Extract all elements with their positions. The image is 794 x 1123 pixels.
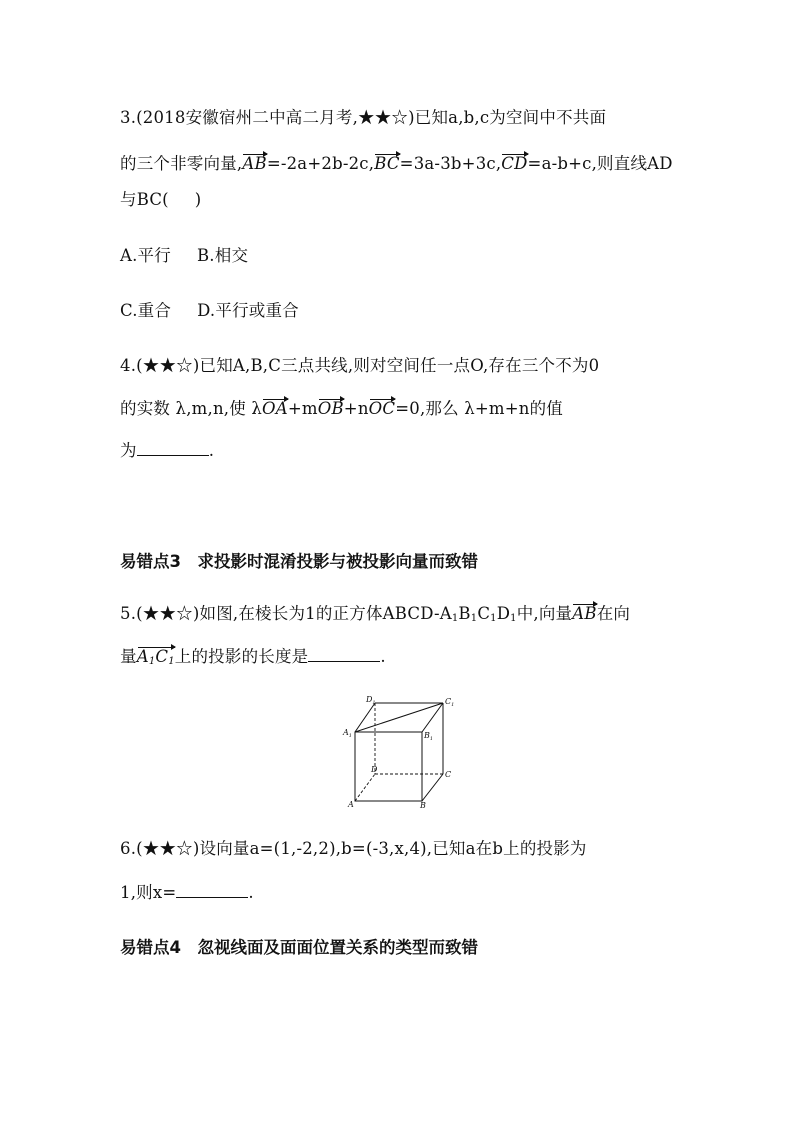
label-d: D: [371, 765, 378, 774]
diagonal-a1c1: [355, 703, 443, 732]
q3-line-1: [120, 107, 606, 129]
q3-text: =3a-3b+3c,: [399, 154, 502, 173]
q5-text: 量: [120, 647, 137, 666]
q5-text: C: [477, 604, 491, 623]
q3-text: 与BC(: [120, 190, 169, 209]
vector-bc: BC: [374, 154, 400, 173]
front-face: [355, 732, 422, 801]
q5-text: 上的投影的长度是: [174, 647, 309, 666]
answer-blank: [308, 645, 380, 662]
q6-line-2: [120, 881, 254, 904]
q5-line-1: [120, 603, 630, 630]
q4-text: =0,那么 λ+m+n的值: [395, 399, 564, 418]
q4-line-1: [120, 355, 599, 377]
vector-oc: OC: [368, 399, 396, 418]
option-c: C.重合: [120, 301, 172, 320]
option-b: B.相交: [196, 246, 249, 265]
option-a: A.平行: [120, 246, 171, 265]
q6-line-1: [120, 838, 587, 860]
q5-text: 中,向量: [516, 604, 573, 623]
q4-text: 的实数 λ,m,n,使 λ: [120, 399, 263, 418]
q6-text: 6.(★★☆)设向量a=(1,-2,2),b=(-3,x,4),已知a在b上的投影为: [120, 839, 587, 858]
vector-ob: OB: [317, 399, 344, 418]
label-c1: $C_1$: [445, 697, 455, 708]
answer-blank: [176, 881, 248, 898]
q4-text: .: [208, 441, 215, 460]
vector-cd: CD: [501, 154, 528, 173]
q4-line-2: [120, 398, 563, 420]
section-heading-4: 易错点4 忽视线面及面面位置关系的类型而致错: [120, 938, 478, 957]
subscript: 1: [168, 656, 175, 667]
subscript: 1: [490, 613, 497, 624]
edge-bc: [422, 774, 443, 801]
q3-text: =-2a+2b-2c,: [266, 154, 375, 173]
q3-line-3: [120, 189, 201, 211]
vector-ab: AB: [572, 604, 597, 623]
q4-line-3: [120, 439, 214, 462]
q4-text: 4.(★★☆)已知A,B,C三点共线,则对空间任一点O,存在三个不为0: [120, 356, 600, 375]
label-b1: $B_1$: [424, 731, 434, 742]
label-c: C: [445, 770, 452, 779]
vector-oa: OA: [262, 399, 288, 418]
q3-options-row-2: [120, 300, 299, 322]
q5-line-2: [120, 645, 386, 673]
section-heading-3: 易错点3 求投影时混淆投影与被投影向量而致错: [120, 552, 478, 571]
option-d: D.平行或重合: [197, 301, 299, 320]
q4-text: 为: [120, 441, 137, 460]
q5-text: 在向: [596, 604, 631, 623]
label-d1: $D_1$: [366, 695, 376, 706]
vec-letter: A: [136, 647, 149, 666]
q5-text: .: [380, 647, 386, 666]
label-a1: $A_1$: [343, 728, 352, 739]
q6-text: .: [248, 883, 254, 902]
q6-text: 1,则x=: [120, 883, 177, 902]
subscript: 1: [470, 613, 478, 624]
q5-text: 5.(★★☆)如图,在棱长为1的正方体ABCD-A: [120, 604, 452, 623]
vector-ab: AB: [242, 154, 267, 173]
q3-text: 的三个非零向量,: [120, 154, 243, 173]
label-b: B: [420, 801, 426, 810]
cube-figure: [340, 690, 460, 810]
q5-text: D: [496, 604, 511, 623]
q3-text: 3.(2018安徽宿州二中高二月考,★★☆)已知a,b,c为空间中不共面: [120, 108, 607, 127]
vec-letter: C: [155, 647, 169, 666]
subscript: 1: [510, 613, 517, 624]
q3-text: ): [194, 190, 202, 209]
edge-b1c1: [422, 703, 443, 732]
q5-text: B: [458, 604, 471, 623]
q4-text: +n: [343, 399, 369, 418]
vector-a1c1: [137, 646, 175, 673]
q3-options-row-1: [120, 245, 248, 267]
q3-line-2: [120, 153, 673, 175]
q4-text: +m: [287, 399, 318, 418]
answer-blank: [137, 439, 209, 456]
subscript: 1: [451, 613, 459, 624]
label-a: A: [348, 800, 354, 809]
edge-a1d1: [355, 703, 375, 732]
edge-ad-hidden: [355, 774, 375, 801]
q3-text: =a-b+c,则直线AD: [527, 154, 673, 173]
subscript: 1: [148, 656, 156, 667]
